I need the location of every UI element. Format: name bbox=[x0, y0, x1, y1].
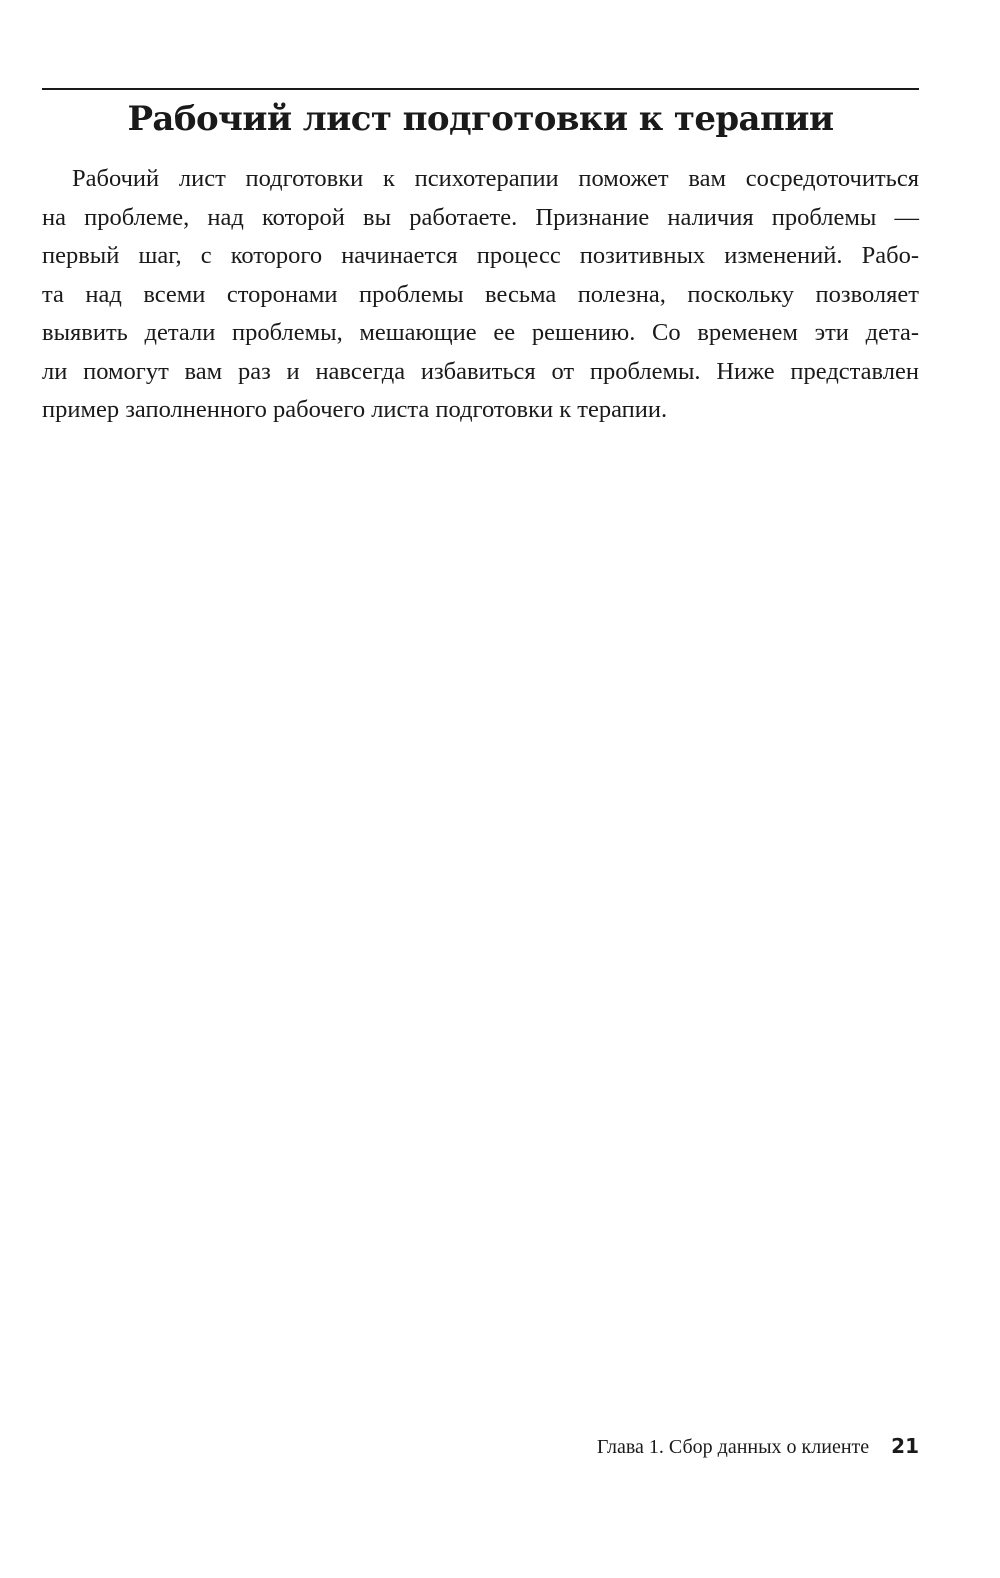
paragraph-line: ли помогут вам раз и навсегда избавиться от проблемы. Ниже представлен bbox=[42, 357, 919, 385]
paragraph-line: пример заполненного рабочего листа подготовки к терапии. bbox=[42, 396, 668, 423]
page-footer bbox=[597, 1432, 919, 1461]
page-number: 21 bbox=[891, 1434, 919, 1458]
paragraph-line: Рабочий лист подготовки к психотерапии поможет вам сосредоточиться bbox=[72, 165, 919, 192]
paragraph-line: на проблеме, над которой вы работаете. Признание наличия проблемы — bbox=[42, 203, 919, 231]
page-title: Рабочий лист подготовки к терапии bbox=[127, 99, 834, 139]
chapter-title: Глава 1. Сбор данных о клиенте bbox=[596, 1436, 870, 1458]
header-rule bbox=[42, 88, 919, 90]
paragraph-line: первый шаг, с которого начинается процесс позитивных изменений. Рабо- bbox=[42, 242, 919, 269]
paragraph-line: та над всеми сторонами проблемы весьма полезна, поскольку позволяет bbox=[42, 280, 919, 308]
body-paragraph bbox=[42, 160, 919, 430]
paragraph-line: выявить детали проблемы, мешающие ее решению. Со временем эти дета- bbox=[42, 319, 919, 346]
